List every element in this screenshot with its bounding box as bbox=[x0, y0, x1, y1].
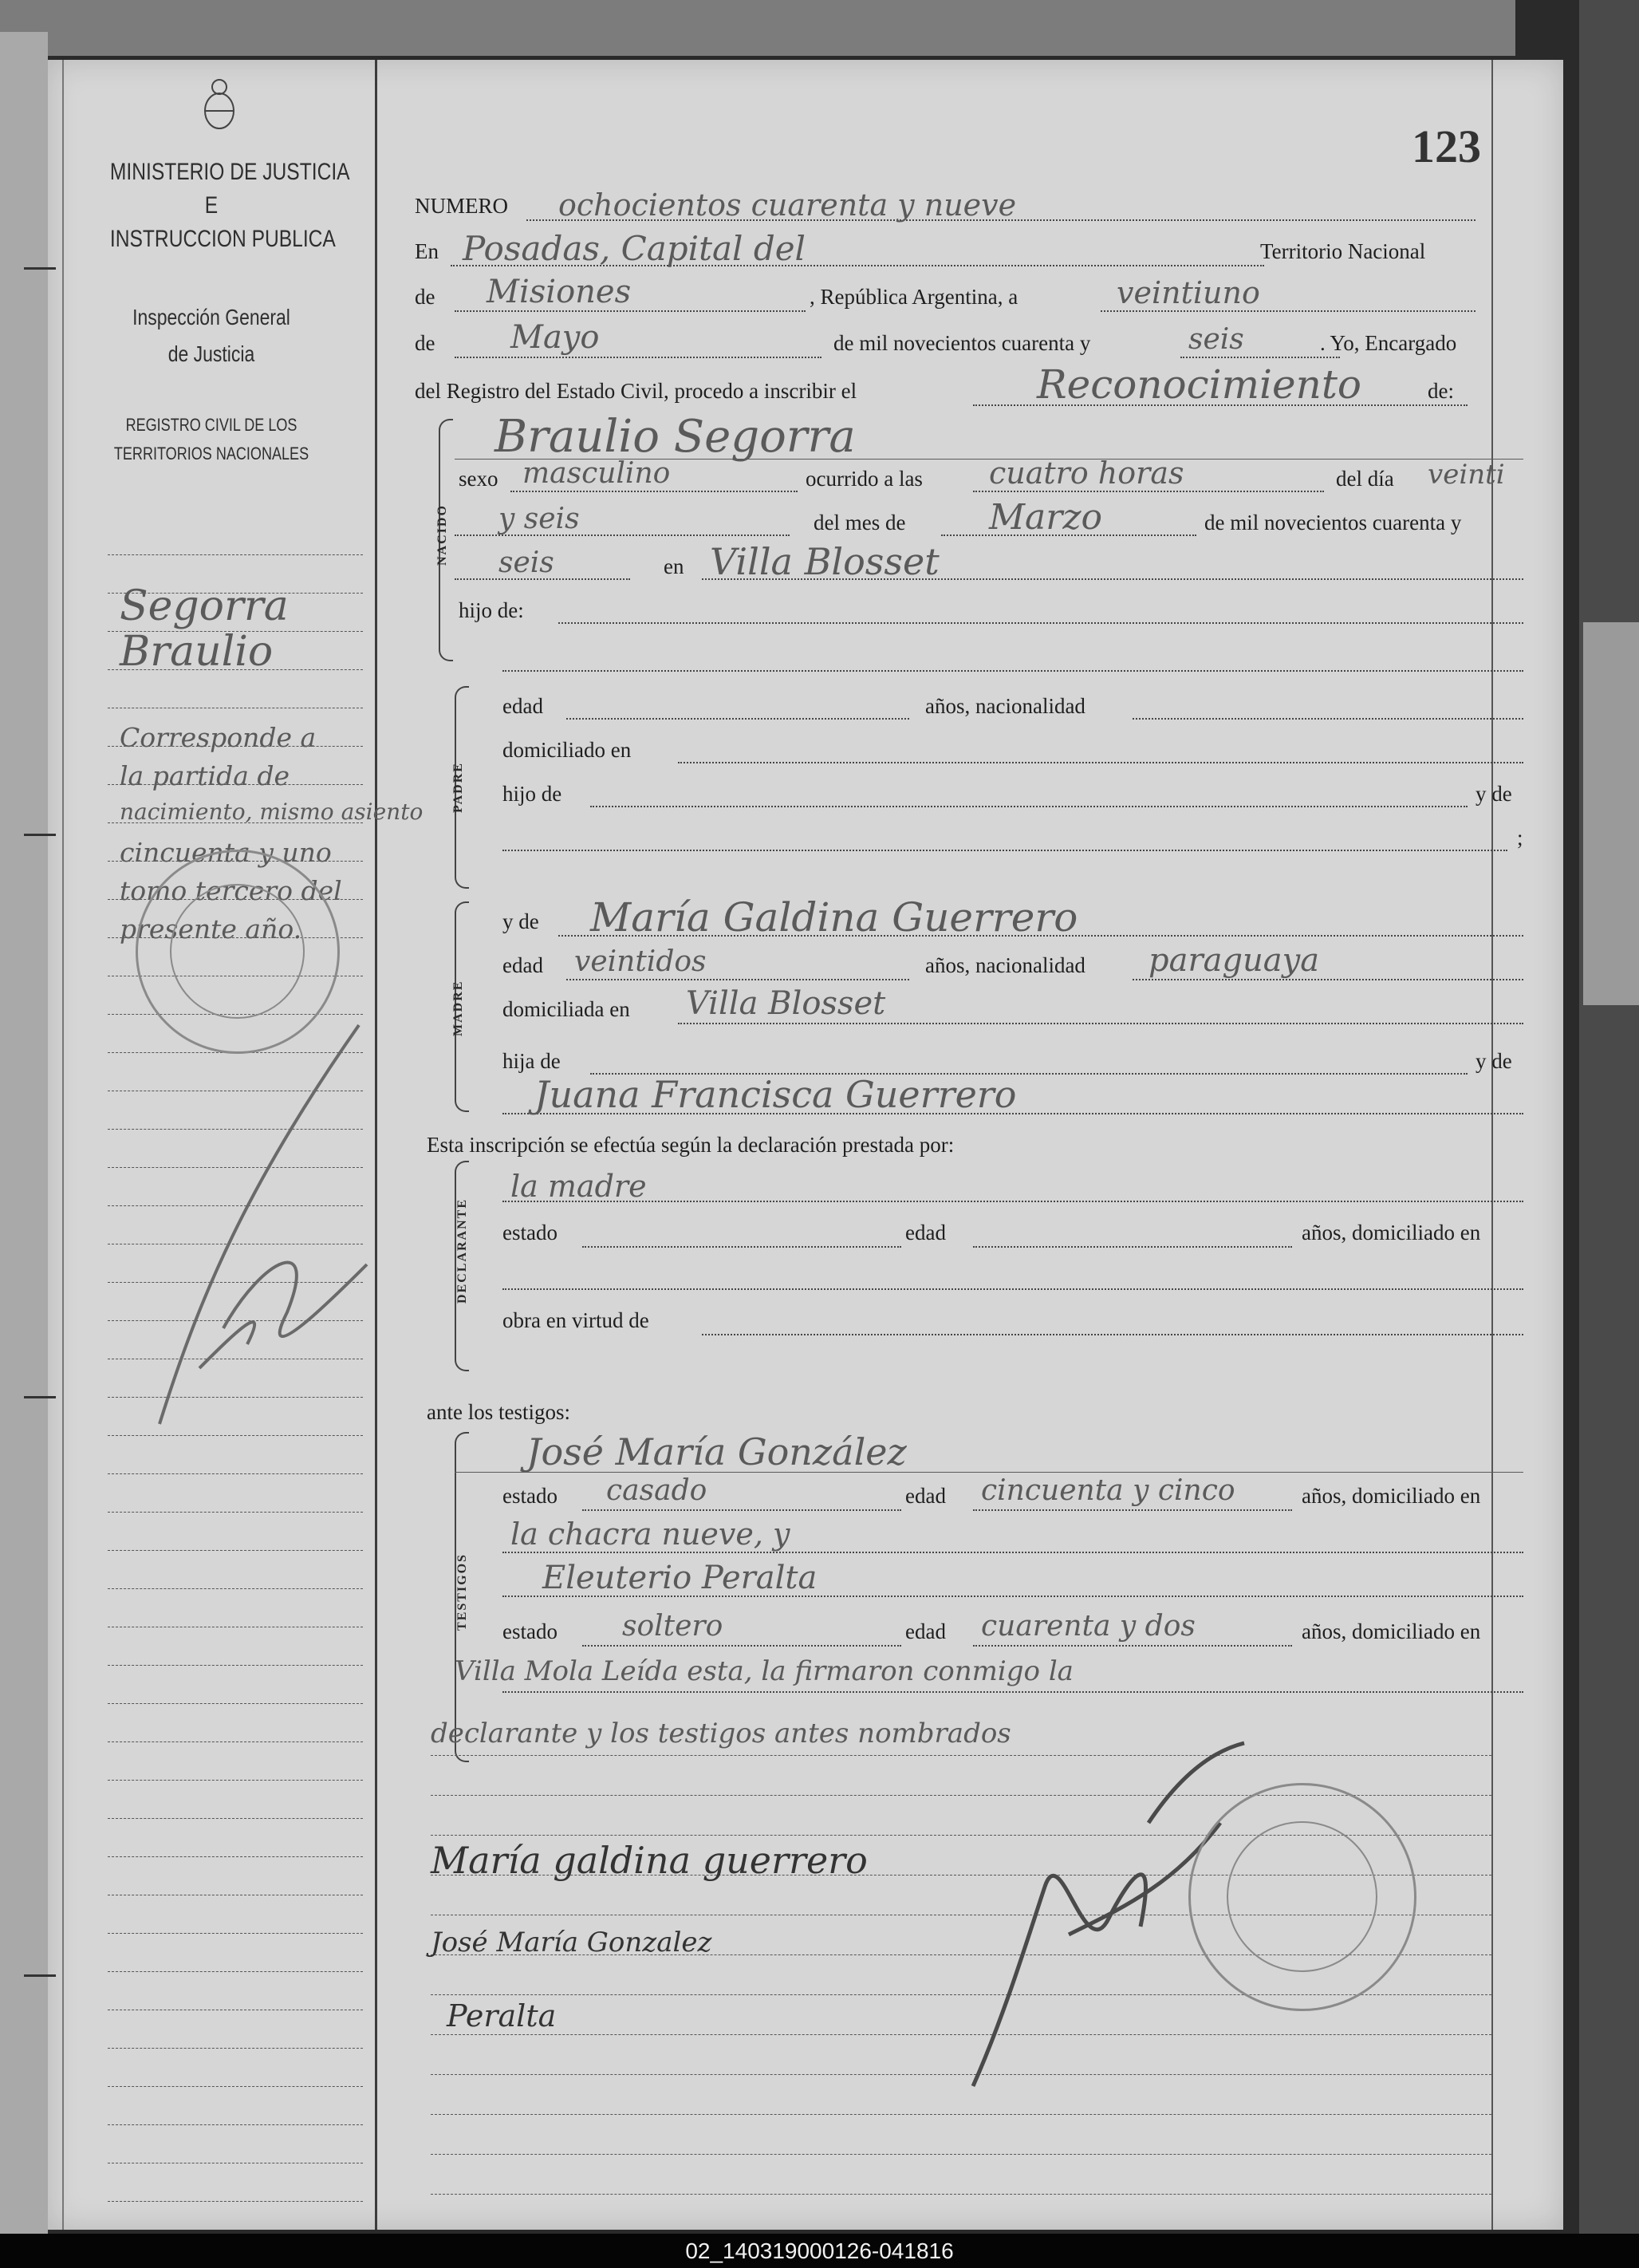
field-line bbox=[582, 1246, 901, 1248]
register-page bbox=[48, 60, 1563, 2230]
ruled-line bbox=[431, 2194, 1491, 2195]
obra-label: obra en virtud de bbox=[502, 1308, 649, 1332]
background-right bbox=[1579, 0, 1639, 2234]
page-number: 123 bbox=[1412, 120, 1481, 172]
ministry-line: INSTRUCCION PUBLICA bbox=[109, 226, 336, 252]
numero-value: ochocientos cuarenta y nueve bbox=[558, 187, 1017, 223]
madre-domicilio-value: Villa Blosset bbox=[686, 985, 886, 1022]
de-label: de bbox=[415, 285, 435, 309]
testigo1-edad: cincuenta y cinco bbox=[981, 1474, 1235, 1507]
registry-line: TERRITORIOS NACIONALES bbox=[113, 444, 309, 463]
field-line bbox=[678, 762, 1523, 763]
nacido-ano-value: seis bbox=[498, 546, 554, 579]
republica-label: , República Argentina, a bbox=[810, 285, 1018, 309]
testigo1-domicilio: la chacra nueve, y bbox=[510, 1517, 790, 1552]
declarante-section-label: DECLARANTE bbox=[455, 1197, 469, 1304]
ruled-line bbox=[108, 1741, 363, 1742]
madre-edad-value: veintidos bbox=[574, 945, 707, 978]
testigo1-nombre: José María González bbox=[526, 1430, 907, 1473]
testigo2-domicilio: Villa Mola Leída esta, la firmaron conmigo la bbox=[455, 1655, 1074, 1687]
testigo1-estado-label: estado bbox=[502, 1484, 557, 1508]
field-line bbox=[566, 979, 909, 980]
nacido-section-label: NACIDO bbox=[435, 504, 449, 566]
field-line bbox=[502, 1691, 1523, 1693]
nacido-novecientos-label: de mil novecientos cuarenta y bbox=[1204, 511, 1462, 534]
encargado-label: . Yo, Encargado bbox=[1320, 331, 1457, 355]
coat-of-arms-icon bbox=[199, 77, 239, 132]
madre-section-label: MADRE bbox=[451, 980, 465, 1036]
registry-header bbox=[110, 411, 313, 468]
padre-section-label: PADRE bbox=[451, 762, 465, 813]
del-mes-label: del mes de bbox=[814, 511, 906, 534]
testigo2-edad-label: edad bbox=[905, 1619, 946, 1643]
field-line bbox=[678, 1023, 1523, 1024]
signature-testigo2: Peralta bbox=[447, 1998, 557, 2033]
margin-note-line: nacimiento, mismo asiento bbox=[120, 799, 424, 825]
hijo-label: hijo de: bbox=[459, 598, 524, 622]
testigos-section-label: TESTIGOS bbox=[455, 1553, 469, 1631]
field-line bbox=[502, 1552, 1523, 1553]
nacido-en-label: en bbox=[664, 554, 684, 578]
field-line bbox=[973, 1246, 1292, 1248]
madre-nacionalidad-value: paraguaya bbox=[1148, 942, 1320, 979]
field-line bbox=[590, 806, 1468, 807]
field-line bbox=[1180, 357, 1340, 358]
field-line bbox=[502, 1201, 1523, 1202]
field-line bbox=[702, 1334, 1523, 1335]
punch-hole bbox=[24, 267, 56, 278]
madre-nombre-value: María Galdina Guerrero bbox=[590, 894, 1078, 941]
registry-line: REGISTRO CIVIL DE LOS bbox=[125, 415, 297, 435]
field-line bbox=[566, 718, 909, 720]
testigos-label: ante los testigos: bbox=[427, 1400, 570, 1424]
field-line bbox=[973, 1645, 1292, 1647]
de-label-2: de bbox=[415, 331, 435, 355]
margin-note-line: Corresponde a bbox=[120, 722, 317, 753]
field-line bbox=[973, 1509, 1292, 1511]
ruled-line bbox=[431, 2154, 1491, 2155]
declaracion-label: Esta inscripción se efectúa según la declaración prestada por: bbox=[427, 1133, 955, 1157]
testigo1-edad-label: edad bbox=[905, 1484, 946, 1508]
fecha-dia: veintiuno bbox=[1117, 275, 1260, 310]
testigo2-edad: cuarenta y dos bbox=[981, 1610, 1196, 1643]
ruled-line bbox=[108, 1856, 363, 1857]
field-line bbox=[582, 1645, 901, 1647]
padre-domiciliado-label: domiciliado en bbox=[502, 738, 632, 762]
margin-name-line: Braulio bbox=[120, 628, 274, 676]
field-line bbox=[455, 310, 806, 312]
testigo2-estado-label: estado bbox=[502, 1619, 557, 1643]
ruled-line bbox=[108, 1780, 363, 1781]
dia-value-2: y seis bbox=[498, 503, 580, 535]
ano-value: seis bbox=[1188, 323, 1244, 356]
testigo2-estado: soltero bbox=[622, 1610, 723, 1643]
territorio-label: Territorio Nacional bbox=[1260, 239, 1426, 263]
ruled-line bbox=[108, 1933, 363, 1934]
margin-name-line: Segorra bbox=[120, 582, 289, 630]
field-line bbox=[1133, 718, 1523, 720]
mes-value: Mayo bbox=[510, 319, 600, 356]
field-line bbox=[455, 357, 821, 358]
inspection-header bbox=[110, 299, 313, 373]
madre-y-de-label: y de bbox=[502, 909, 539, 933]
ministry-line: E bbox=[204, 192, 219, 219]
ruled-line bbox=[108, 1588, 363, 1589]
padre-anos-label: años, nacionalidad bbox=[925, 694, 1085, 718]
punch-hole bbox=[24, 1396, 56, 1406]
field-line bbox=[502, 670, 1523, 672]
declarante-domiciliado-label: años, domiciliado en bbox=[1302, 1221, 1481, 1244]
cierre-value: declarante y los testigos antes nombrados bbox=[431, 1718, 1011, 1749]
field-line bbox=[558, 622, 1523, 624]
lugar-value: Villa Blosset bbox=[710, 540, 940, 583]
punch-hole bbox=[24, 1974, 56, 1985]
field-line bbox=[510, 491, 798, 492]
official-stamp-right bbox=[1188, 1783, 1416, 2011]
inspection-line: Inspección General bbox=[132, 305, 290, 329]
ruled-line bbox=[108, 2201, 363, 2202]
binding-line bbox=[62, 60, 64, 2230]
testigo1-domiciliado-label: años, domiciliado en bbox=[1302, 1484, 1481, 1508]
margin-note-line: cincuenta y uno bbox=[120, 837, 332, 868]
en-value: Posadas, Capital del bbox=[463, 229, 806, 268]
dia-value-1: veinti bbox=[1428, 459, 1505, 491]
sexo-value: masculino bbox=[522, 457, 671, 490]
background-top bbox=[0, 0, 1515, 56]
del-dia-label: del día bbox=[1336, 467, 1394, 491]
padre-y-de-label: y de bbox=[1475, 782, 1512, 806]
declarante-nombre-value: la madre bbox=[510, 1169, 647, 1204]
padre-edad-label: edad bbox=[502, 694, 543, 718]
ruled-line bbox=[108, 554, 363, 555]
nacido-mes-value: Marzo bbox=[989, 497, 1102, 538]
signature-madre: María galdina guerrero bbox=[431, 1839, 868, 1882]
registro-label: del Registro del Estado Civil, procedo a inscribir el bbox=[415, 379, 857, 403]
ruled-line bbox=[108, 1971, 363, 1972]
ruled-line bbox=[108, 2048, 363, 2049]
punch-hole bbox=[24, 834, 56, 844]
padre-hijo-de-label: hijo de bbox=[502, 782, 562, 806]
ruled-line bbox=[108, 2086, 363, 2087]
margin-note-line: presente año. bbox=[120, 913, 302, 945]
ruled-line bbox=[108, 1512, 363, 1513]
field-line bbox=[502, 1288, 1523, 1290]
ruled-line bbox=[431, 2114, 1491, 2115]
ruled-line bbox=[108, 1550, 363, 1551]
field-line bbox=[502, 850, 1507, 851]
field-line bbox=[973, 491, 1324, 492]
margin-note-line: tomo tercero del bbox=[120, 875, 342, 906]
field-line bbox=[1101, 310, 1475, 312]
padre-semicolon: ; bbox=[1517, 826, 1523, 850]
signature-testigo1: José María Gonzalez bbox=[431, 1927, 712, 1958]
ministry-header bbox=[109, 156, 350, 256]
sexo-label: sexo bbox=[459, 467, 498, 491]
ruled-line bbox=[108, 1818, 363, 1819]
nombre-value: Braulio Segorra bbox=[494, 411, 856, 463]
ruled-line bbox=[108, 1665, 363, 1666]
registrar-signature-left bbox=[128, 993, 399, 1440]
field-line bbox=[1133, 979, 1523, 980]
madre-domiciliada-label: domiciliada en bbox=[502, 997, 630, 1021]
ministry-line: MINISTERIO DE JUSTICIA bbox=[109, 159, 350, 185]
declarante-edad-label: edad bbox=[905, 1221, 946, 1244]
madre-de-value: Juana Francisca Guerrero bbox=[534, 1073, 1017, 1116]
novecientos-label: de mil novecientos cuarenta y bbox=[833, 331, 1091, 355]
territorio-value: Misiones bbox=[487, 274, 632, 310]
madre-edad-label: edad bbox=[502, 953, 543, 977]
background-left-edge bbox=[0, 32, 48, 2234]
ruled-line bbox=[108, 1473, 363, 1474]
declarante-estado-label: estado bbox=[502, 1221, 557, 1244]
en-label: En bbox=[415, 239, 439, 263]
madre-anos-label: años, nacionalidad bbox=[925, 953, 1085, 977]
ruled-line bbox=[108, 1703, 363, 1704]
ruled-line bbox=[108, 2124, 363, 2125]
testigo1-estado: casado bbox=[606, 1474, 707, 1507]
numero-label: NUMERO bbox=[415, 194, 509, 218]
image-id-footer: 02_140319000126-041816 bbox=[0, 2234, 1639, 2268]
de-colon: de: bbox=[1428, 379, 1454, 403]
acto-value: Reconocimiento bbox=[1037, 361, 1362, 408]
ocurrido-label: ocurrido a las bbox=[806, 467, 923, 491]
hora-value: cuatro horas bbox=[989, 456, 1184, 491]
right-margin-line bbox=[1491, 60, 1493, 2230]
inspection-line: de Justicia bbox=[167, 341, 255, 366]
madre-hija-de-label: hija de bbox=[502, 1049, 561, 1073]
testigo2-domiciliado-label: años, domiciliado en bbox=[1302, 1619, 1481, 1643]
madre-y-de-label-2: y de bbox=[1475, 1049, 1512, 1073]
margin-note-line: la partida de bbox=[120, 760, 290, 791]
field-line bbox=[582, 1509, 901, 1511]
testigo2-nombre: Eleuterio Peralta bbox=[542, 1560, 818, 1596]
background-paper-edge bbox=[1583, 622, 1639, 1005]
